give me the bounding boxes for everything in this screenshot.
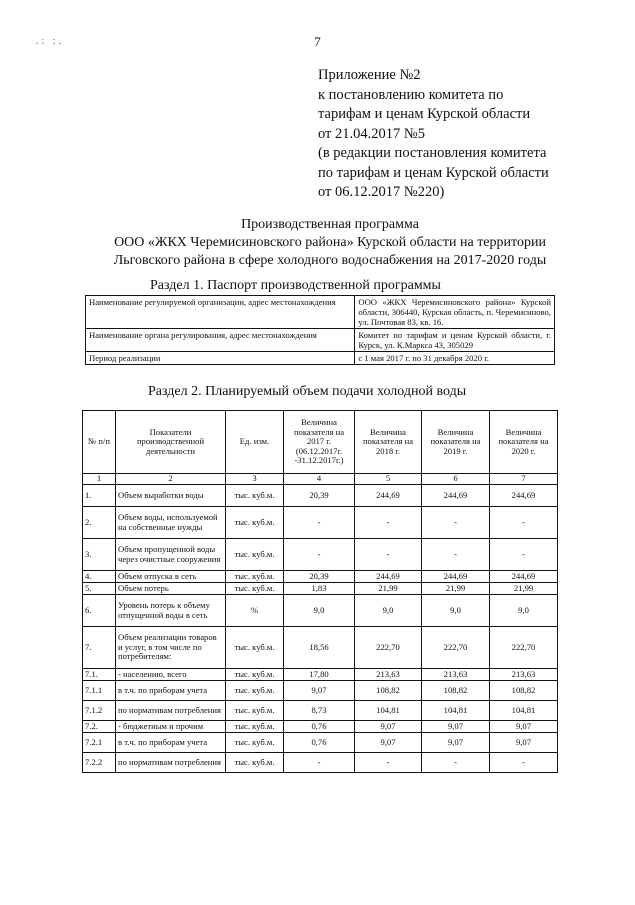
unit-cell: тыс. куб.м. xyxy=(226,701,284,721)
value-2020: - xyxy=(490,539,558,571)
value-2019: 108,82 xyxy=(422,681,490,701)
column-header: № п/п xyxy=(83,411,116,474)
column-number: 3 xyxy=(226,474,284,485)
value-2020: 21,99 xyxy=(490,583,558,595)
unit-cell: тыс. куб.м. xyxy=(226,721,284,733)
appendix-line: по тарифам и ценам Курской области xyxy=(318,164,549,181)
document-title xyxy=(60,216,600,270)
value-2017: - xyxy=(284,507,355,539)
section1-heading: Раздел 1. Паспорт производственной программы xyxy=(150,278,441,293)
value-2020: 9,0 xyxy=(490,595,558,627)
table-row xyxy=(83,753,558,773)
column-header: Величина показателя на 2020 г. xyxy=(490,411,558,474)
value-2019: - xyxy=(422,539,490,571)
indicator-name: Объем пропущенной воды через очистные сооружения xyxy=(116,539,226,571)
value-2018: 213,63 xyxy=(355,669,422,681)
value-2020: - xyxy=(490,753,558,773)
unit-cell: тыс. куб.м. xyxy=(226,733,284,753)
value-2018: - xyxy=(355,507,422,539)
passport-value: ООО «ЖКХ Черемисиновского района» Курской области, 306440, Курская область, п. Черемисиново, ул. Почтовая 83, кв. 16. xyxy=(355,296,555,329)
column-number-row xyxy=(83,474,558,485)
value-2017: 20,39 xyxy=(284,485,355,507)
value-2020: 244,69 xyxy=(490,485,558,507)
value-2017: - xyxy=(284,753,355,773)
value-2017: 9,0 xyxy=(284,595,355,627)
unit-cell: тыс. куб.м. xyxy=(226,753,284,773)
row-number: 7. xyxy=(83,627,116,669)
value-2020: 9,07 xyxy=(490,733,558,753)
table-row xyxy=(83,485,558,507)
appendix-line: (в редакции постановления комитета xyxy=(318,145,547,161)
indicator-name: Объем реализации товаров и услуг, в том числе по потребителям: xyxy=(116,627,226,669)
value-2018: 21,99 xyxy=(355,583,422,595)
row-number: 5. xyxy=(83,583,116,595)
unit-cell: тыс. куб.м. xyxy=(226,627,284,669)
title-line: Производственная программа xyxy=(241,217,419,232)
table-row xyxy=(83,733,558,753)
value-2019: 244,69 xyxy=(422,571,490,583)
table-row xyxy=(83,721,558,733)
value-2017: 17,80 xyxy=(284,669,355,681)
value-2018: 222,70 xyxy=(355,627,422,669)
column-header: Показатели производственной деятельности xyxy=(116,411,226,474)
indicator-name: по нормативам потребления xyxy=(116,753,226,773)
unit-cell: % xyxy=(226,595,284,627)
table-row xyxy=(83,507,558,539)
table-row xyxy=(83,539,558,571)
unit-cell: тыс. куб.м. xyxy=(226,571,284,583)
unit-cell: тыс. куб.м. xyxy=(226,539,284,571)
column-number: 7 xyxy=(490,474,558,485)
unit-cell: тыс. куб.м. xyxy=(226,583,284,595)
value-2018: 104,81 xyxy=(355,701,422,721)
column-number: 6 xyxy=(422,474,490,485)
row-number: 4. xyxy=(83,571,116,583)
row-number: 7.2. xyxy=(83,721,116,733)
passport-label: Период реализации xyxy=(86,352,355,365)
indicator-name: Объем отпуска в сеть xyxy=(116,571,226,583)
value-2020: 108,82 xyxy=(490,681,558,701)
value-2020: 213,63 xyxy=(490,669,558,681)
passport-label: Наименование регулируемой организации, адрес местонахождения xyxy=(86,296,355,329)
indicator-name: Объем воды, используемой на собственные нужды xyxy=(116,507,226,539)
row-number: 7.2.1 xyxy=(83,733,116,753)
page-number: 7 xyxy=(314,34,321,49)
table-row xyxy=(83,627,558,669)
table-row xyxy=(86,296,555,329)
value-2018: 244,69 xyxy=(355,571,422,583)
indicator-name: в т.ч. по приборам учета xyxy=(116,733,226,753)
row-number: 2. xyxy=(83,507,116,539)
column-header: Величина показателя на 2017 г. (06.12.2017г. -31.12.2017г.) xyxy=(284,411,355,474)
value-2019: 9,0 xyxy=(422,595,490,627)
section2-heading: Раздел 2. Планируемый объем подачи холодной воды xyxy=(148,384,467,399)
indicator-name: по нормативам потребления xyxy=(116,701,226,721)
value-2019: 21,99 xyxy=(422,583,490,595)
value-2020: 222,70 xyxy=(490,627,558,669)
column-header: Величина показателя на 2019 г. xyxy=(422,411,490,474)
row-number: 6. xyxy=(83,595,116,627)
column-number: 4 xyxy=(284,474,355,485)
value-2019: - xyxy=(422,753,490,773)
unit-cell: тыс. куб.м. xyxy=(226,485,284,507)
value-2018: - xyxy=(355,539,422,571)
indicator-name: Объем потерь xyxy=(116,583,226,595)
table-row xyxy=(83,681,558,701)
scan-corner-mark: .: :. xyxy=(36,36,65,47)
volume-table xyxy=(82,410,558,773)
appendix-line: от 21.04.2017 №5 xyxy=(318,125,425,142)
value-2017: 0,76 xyxy=(284,721,355,733)
row-number: 7.2.2 xyxy=(83,753,116,773)
indicator-name: - бюджетным и прочим xyxy=(116,721,226,733)
table-row xyxy=(83,571,558,583)
value-2019: 213,63 xyxy=(422,669,490,681)
table-row xyxy=(83,583,558,595)
value-2019: 104,81 xyxy=(422,701,490,721)
value-2018: 9,07 xyxy=(355,721,422,733)
appendix-block xyxy=(318,66,549,203)
column-header: Величина показателя на 2018 г. xyxy=(355,411,422,474)
indicator-name: - населению, всего xyxy=(116,669,226,681)
row-number: 7.1.2 xyxy=(83,701,116,721)
table-row xyxy=(83,701,558,721)
indicator-name: в т.ч. по приборам учета xyxy=(116,681,226,701)
value-2018: 244,69 xyxy=(355,485,422,507)
value-2018: - xyxy=(355,753,422,773)
value-2020: 9,07 xyxy=(490,721,558,733)
appendix-line: от 06.12.2017 №220) xyxy=(318,184,445,200)
column-number: 5 xyxy=(355,474,422,485)
title-line: Льговского района в сфере холодного водоснабжения на 2017-2020 годы xyxy=(113,253,547,268)
indicator-name: Объем выработки воды xyxy=(116,485,226,507)
table-row xyxy=(83,669,558,681)
passport-value: с 1 мая 2017 г. по 31 декабря 2020 г. xyxy=(355,352,555,365)
value-2019: - xyxy=(422,507,490,539)
table-row xyxy=(86,352,555,365)
table-row xyxy=(86,329,555,352)
value-2018: 9,0 xyxy=(355,595,422,627)
title-line: ООО «ЖКХ Черемисиновского района» Курской области на территории xyxy=(114,235,546,250)
value-2020: - xyxy=(490,507,558,539)
value-2019: 222,70 xyxy=(422,627,490,669)
column-header: Ед. изм. xyxy=(226,411,284,474)
column-number: 1 xyxy=(83,474,116,485)
value-2019: 9,07 xyxy=(422,721,490,733)
appendix-line: тарифам и ценам Курской области xyxy=(318,106,531,122)
unit-cell: тыс. куб.м. xyxy=(226,669,284,681)
column-number: 2 xyxy=(116,474,226,485)
unit-cell: тыс. куб.м. xyxy=(226,507,284,539)
value-2017: 0,76 xyxy=(284,733,355,753)
value-2017: - xyxy=(284,539,355,571)
value-2019: 244,69 xyxy=(422,485,490,507)
unit-cell: тыс. куб.м. xyxy=(226,681,284,701)
row-number: 7.1. xyxy=(83,669,116,681)
appendix-line: к постановлению комитета по xyxy=(318,86,504,103)
table-header-row xyxy=(83,411,558,474)
row-number: 7.1.1 xyxy=(83,681,116,701)
value-2019: 9,07 xyxy=(422,733,490,753)
passport-label: Наименование органа регулирования, адрес местонахождения xyxy=(86,329,355,352)
value-2020: 244,69 xyxy=(490,571,558,583)
value-2017: 1,83 xyxy=(284,583,355,595)
value-2018: 108,82 xyxy=(355,681,422,701)
row-number: 3. xyxy=(83,539,116,571)
value-2018: 9,07 xyxy=(355,733,422,753)
passport-table xyxy=(85,295,555,365)
value-2017: 8,73 xyxy=(284,701,355,721)
value-2017: 20,39 xyxy=(284,571,355,583)
value-2017: 18,56 xyxy=(284,627,355,669)
appendix-line: Приложение №2 xyxy=(318,67,421,83)
value-2017: 9,07 xyxy=(284,681,355,701)
indicator-name: Уровень потерь к объему отпущенной воды в сеть xyxy=(116,595,226,627)
table-row xyxy=(83,595,558,627)
passport-value: Комитет по тарифам и ценам Курской области, г. Курск, ул. К.Маркса 43, 305029 xyxy=(355,329,555,352)
value-2020: 104,81 xyxy=(490,701,558,721)
row-number: 1. xyxy=(83,485,116,507)
